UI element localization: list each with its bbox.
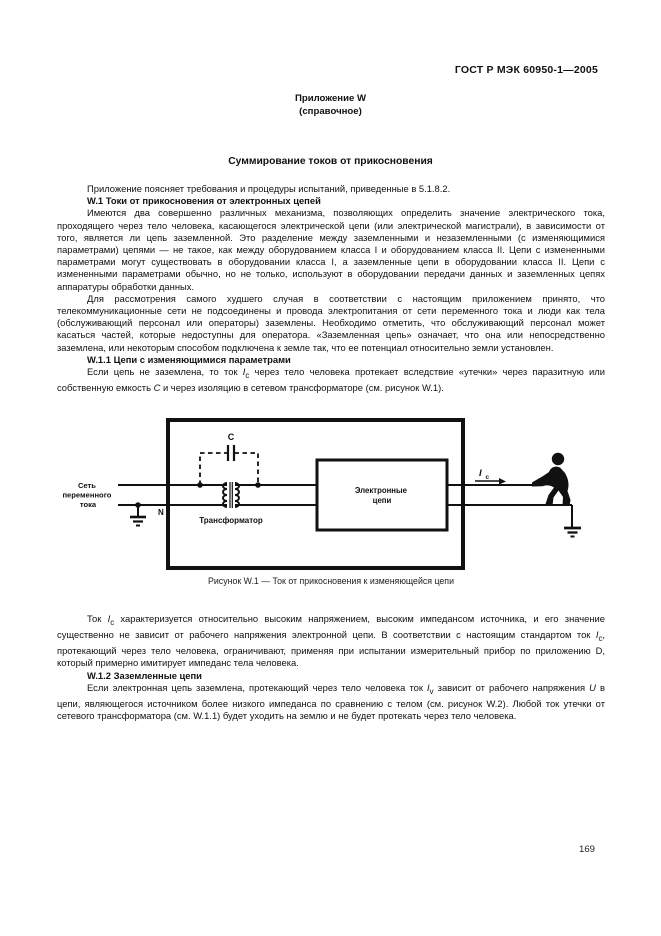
appendix-heading (0, 93, 661, 118)
body-text-lower (57, 613, 605, 722)
heading-w1: W.1 Токи от прикосновения от электронных цепей (87, 195, 321, 207)
mains-label: Сеть переменного тока (62, 481, 112, 509)
appendix-label: Приложение W (294, 93, 367, 104)
circuit-wires (118, 485, 572, 528)
capacitor-symbol (197, 432, 261, 488)
current-subscript-label: c (485, 474, 490, 481)
heading-w11: W.1.1 Цепи с изменяющимися параметрами (87, 353, 291, 365)
transformer-label: Трансформатор (199, 516, 263, 525)
paragraph-after-figure: Ток $I_c$ характеризуется относительно высоким напряжением, высоким импедансом источника, и его значение существенно не зависит от рабочего напряжения электронной цепи. В соответствии с настоящим стандартом ток $I_c$, протекающий через тело человека, ограничивают, применяя при испытании измерительный прибор по приложению D, который примерно имитирует импеданс тела человека. (57, 613, 605, 669)
page-number: 169 (578, 844, 595, 855)
paragraph-w1-1: Имеются два совершенно различных механизма, позволяющих определить значение электрического тока, проходящего через тело человека, касающегося электрической цепи (или электрической магистрали), в зависимости от того, является ли цепь заземленной. Это разделение между заземленными и незаземленными (с изменяющимися параметрами) цепями — не такое, как между оборудованием класса I и оборудованием класса II. Цепи с измененными параметрами могут существовать в оборудовании класса I, а заземленные цепи в оборудовании класса II. Цепи с измененными параметрами обычно, но не только, используют в оборудовании передачи данных и заземленных цепях аппаратуры обработки данных. (57, 207, 605, 292)
electronic-circuits-box (317, 460, 447, 530)
paragraph-intro: Приложение поясняет требования и процедуры испытаний, приведенные в 5.1.8.2. (87, 183, 451, 194)
junction-dot (255, 482, 261, 488)
person-icon (532, 453, 571, 506)
standard-designation: ГОСТ Р МЭК 60950-1—2005 (454, 64, 598, 76)
touch-current-arrow (475, 468, 506, 485)
body-text-upper (57, 183, 605, 394)
electronic-circuits-label: Электронные цепи (354, 486, 408, 505)
ground-symbol-person (564, 528, 581, 537)
appendix-kind: (справочное) (299, 105, 362, 117)
paragraph-w1-2: Для рассмотрения самого худшего случая в соответствии с настоящим приложением принято, что телекоммуникационные сети не подсоединены и провода электропитания от сети переменного тока и люди как тела (обслуживающий персонал или операторы) заземлены. Необходимо отметить, что обслуживающий персонал может касаться частей, которые недоступны для оператора. «Заземленная цепь» означает, что она или непосредственно заземлена, или некоторым способом подключена к земле так, что ее потенциал относительно земли установлен. (57, 292, 605, 353)
appendix-title: Суммирование токов от прикосновения (228, 156, 433, 167)
paragraph-w12-1: Если электронная цепь заземлена, протекающий через тело человека ток $I_v$ зависит от рабочего напряжения U в цепи, являющегося источником более низкого импеданса по сравнению с телом (см. рисунок W.2). Любой ток утечки от сетевого трансформатора (см. W.1.1) будет уходить на землю и не будет протекать через тело человека. (57, 681, 605, 722)
heading-w12: W.1.2 Заземленные цепи (87, 669, 202, 681)
arrowhead (499, 478, 506, 485)
figure-caption: Рисунок W.1 — Ток от прикосновения к изменяющейся цепи (208, 576, 454, 586)
figure-w1 (55, 415, 610, 575)
current-symbol-label: I (479, 468, 482, 479)
paragraph-w11-1: Если цепь не заземлена, то ток $I_c$ через тело человека протекает вследствие «утечки» через паразитную или собственную емкость С и через изоляцию в сетевом трансформаторе (см. рисунок W.1). (57, 366, 605, 394)
capacitor-label: C (227, 432, 235, 442)
figure-w1-diagram (55, 415, 610, 575)
neutral-label: N (158, 508, 164, 517)
